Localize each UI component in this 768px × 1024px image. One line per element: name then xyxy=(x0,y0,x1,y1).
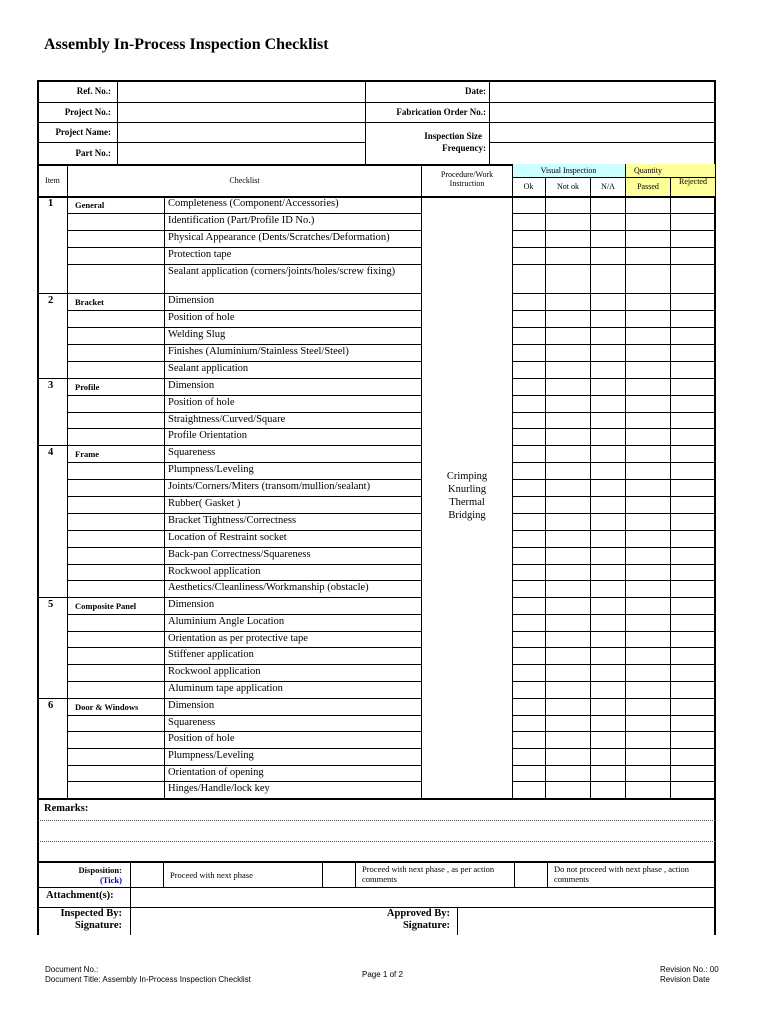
ok-checkbox[interactable] xyxy=(513,294,545,310)
rejected-qty-field[interactable] xyxy=(671,716,715,731)
item-number: 5 xyxy=(48,599,54,610)
passed-qty-field[interactable] xyxy=(626,265,670,293)
ok-checkbox[interactable] xyxy=(513,379,545,395)
checklist-item: Squareness xyxy=(168,447,216,458)
rejected-qty-field[interactable] xyxy=(671,732,715,748)
ok-checkbox[interactable] xyxy=(513,732,545,748)
na-checkbox[interactable] xyxy=(591,248,625,264)
disposition-option-proceed-with-comments: Proceed with next phase , as per action comments xyxy=(362,864,495,884)
fabrication-order-label: Fabrication Order No.: xyxy=(396,107,486,117)
ok-checkbox[interactable] xyxy=(513,497,545,513)
checklist-item: Plumpness/Leveling xyxy=(168,464,254,475)
na-checkbox[interactable] xyxy=(591,632,625,647)
ok-checkbox[interactable] xyxy=(513,480,545,496)
checklist-item: Protection tape xyxy=(168,249,232,260)
checklist-item: Location of Restraint socket xyxy=(168,532,287,543)
ref-no-field[interactable] xyxy=(118,81,364,101)
passed-qty-field[interactable] xyxy=(626,429,670,445)
disposition-tick-proceed[interactable] xyxy=(131,862,162,886)
footer-revision-no: Revision No.: 00 xyxy=(660,965,719,974)
na-checkbox[interactable] xyxy=(591,749,625,765)
na-checkbox[interactable] xyxy=(591,581,625,597)
ok-checkbox[interactable] xyxy=(513,615,545,631)
checklist-item: Finishes (Aluminium/Stainless Steel/Steel) xyxy=(168,346,349,357)
na-checkbox[interactable] xyxy=(591,732,625,748)
category-label: General xyxy=(75,200,105,210)
col-checklist: Checklist xyxy=(229,176,260,185)
rejected-qty-field[interactable] xyxy=(671,699,715,715)
not-ok-checkbox[interactable] xyxy=(546,682,590,698)
ok-checkbox[interactable] xyxy=(513,716,545,731)
not-ok-checkbox[interactable] xyxy=(546,248,590,264)
passed-qty-field[interactable] xyxy=(626,565,670,580)
passed-qty-field[interactable] xyxy=(626,345,670,361)
na-checkbox[interactable] xyxy=(591,531,625,547)
ok-checkbox[interactable] xyxy=(513,328,545,344)
na-checkbox[interactable] xyxy=(591,265,625,293)
passed-qty-field[interactable] xyxy=(626,328,670,344)
checklist-item: Aesthetics/Cleanliness/Workmanship (obstacle) xyxy=(168,582,369,593)
not-ok-checkbox[interactable] xyxy=(546,766,590,781)
not-ok-checkbox[interactable] xyxy=(546,732,590,748)
na-checkbox[interactable] xyxy=(591,615,625,631)
ok-checkbox[interactable] xyxy=(513,581,545,597)
item-number: 4 xyxy=(48,447,54,458)
passed-qty-field[interactable] xyxy=(626,497,670,513)
not-ok-checkbox[interactable] xyxy=(546,396,590,412)
ok-checkbox[interactable] xyxy=(513,429,545,445)
na-checkbox[interactable] xyxy=(591,766,625,781)
frequency-label: Frequency: xyxy=(442,143,486,153)
col-item: Item xyxy=(45,176,60,185)
passed-qty-field[interactable] xyxy=(626,362,670,378)
ref-no-label: Ref. No.: xyxy=(76,86,111,96)
rejected-qty-field[interactable] xyxy=(671,648,715,664)
na-checkbox[interactable] xyxy=(591,413,625,428)
date-field[interactable] xyxy=(490,81,715,101)
not-ok-checkbox[interactable] xyxy=(546,328,590,344)
na-checkbox[interactable] xyxy=(591,598,625,614)
part-no-label: Part No.: xyxy=(75,148,111,158)
na-checkbox[interactable] xyxy=(591,548,625,564)
ok-checkbox[interactable] xyxy=(513,396,545,412)
not-ok-checkbox[interactable] xyxy=(546,379,590,395)
ok-checkbox[interactable] xyxy=(513,699,545,715)
na-checkbox[interactable] xyxy=(591,782,625,798)
ok-checkbox[interactable] xyxy=(513,565,545,580)
page-title: Assembly In-Process Inspection Checklist xyxy=(44,36,329,53)
checklist-item: Position of hole xyxy=(168,733,235,744)
na-checkbox[interactable] xyxy=(591,379,625,395)
passed-qty-field[interactable] xyxy=(626,732,670,748)
ok-checkbox[interactable] xyxy=(513,531,545,547)
passed-qty-field[interactable] xyxy=(626,749,670,765)
rejected-qty-field[interactable] xyxy=(671,446,715,462)
na-checkbox[interactable] xyxy=(591,328,625,344)
passed-qty-field[interactable] xyxy=(626,665,670,681)
passed-qty-field[interactable] xyxy=(626,396,670,412)
na-checkbox[interactable] xyxy=(591,197,625,213)
na-checkbox[interactable] xyxy=(591,396,625,412)
na-checkbox[interactable] xyxy=(591,345,625,361)
rejected-qty-field[interactable] xyxy=(671,480,715,496)
attachments-field[interactable] xyxy=(131,888,715,906)
col-not-ok: Not ok xyxy=(557,182,579,191)
passed-qty-field[interactable] xyxy=(626,531,670,547)
procedure-cell xyxy=(422,196,512,798)
checklist-item: Dimension xyxy=(168,295,215,306)
rejected-qty-field[interactable] xyxy=(671,497,715,513)
not-ok-checkbox[interactable] xyxy=(546,214,590,230)
not-ok-checkbox[interactable] xyxy=(546,548,590,564)
not-ok-checkbox[interactable] xyxy=(546,345,590,361)
not-ok-checkbox[interactable] xyxy=(546,581,590,597)
item-number: 6 xyxy=(48,700,54,711)
not-ok-checkbox[interactable] xyxy=(546,362,590,378)
checklist-item: Orientation as per protective tape xyxy=(168,633,308,644)
ok-checkbox[interactable] xyxy=(513,265,545,293)
category-label: Bracket xyxy=(75,297,104,307)
rejected-qty-field[interactable] xyxy=(671,682,715,698)
checklist-item: Sealant application xyxy=(168,363,249,374)
disposition-option-proceed: Proceed with next phase xyxy=(170,870,253,880)
checklist-item: Hinges/Handle/lock key xyxy=(168,783,270,794)
na-checkbox[interactable] xyxy=(591,716,625,731)
not-ok-checkbox[interactable] xyxy=(546,446,590,462)
project-no-field[interactable] xyxy=(118,103,364,121)
na-checkbox[interactable] xyxy=(591,565,625,580)
passed-qty-field[interactable] xyxy=(626,581,670,597)
ok-checkbox[interactable] xyxy=(513,311,545,327)
na-checkbox[interactable] xyxy=(591,497,625,513)
inspected-signature-label: Signature: xyxy=(74,920,122,931)
project-name-field[interactable] xyxy=(118,123,364,141)
rejected-qty-field[interactable] xyxy=(671,311,715,327)
attachments-label: Attachment(s): xyxy=(46,890,114,901)
checklist-item: Rubber( Gasket ) xyxy=(168,498,241,509)
passed-qty-field[interactable] xyxy=(626,214,670,230)
ok-checkbox[interactable] xyxy=(513,782,545,798)
col-visual-inspection: Visual Inspection xyxy=(540,166,597,175)
checklist-item: Dimension xyxy=(168,599,215,610)
rejected-qty-field[interactable] xyxy=(671,328,715,344)
category-label: Frame xyxy=(75,449,100,459)
checklist-item: Welding Slug xyxy=(168,329,226,340)
checklist-item: Physical Appearance (Dents/Scratches/Deformation) xyxy=(168,232,390,243)
checklist-item: Position of hole xyxy=(168,397,235,408)
checklist-item: Orientation of opening xyxy=(168,767,264,778)
passed-qty-field[interactable] xyxy=(626,463,670,479)
checklist-item: Dimension xyxy=(168,380,215,391)
passed-qty-field[interactable] xyxy=(626,682,670,698)
passed-qty-field[interactable] xyxy=(626,294,670,310)
passed-qty-field[interactable] xyxy=(626,379,670,395)
ok-checkbox[interactable] xyxy=(513,665,545,681)
rejected-qty-field[interactable] xyxy=(671,294,715,310)
disposition-tick-proceed-with-comments[interactable] xyxy=(323,862,354,886)
not-ok-checkbox[interactable] xyxy=(546,514,590,530)
passed-qty-field[interactable] xyxy=(626,598,670,614)
not-ok-checkbox[interactable] xyxy=(546,497,590,513)
inspection-size-label: Inspection Size xyxy=(424,131,482,141)
checklist-item: Plumpness/Leveling xyxy=(168,750,254,761)
ok-checkbox[interactable] xyxy=(513,214,545,230)
ok-checkbox[interactable] xyxy=(513,598,545,614)
ok-checkbox[interactable] xyxy=(513,514,545,530)
na-checkbox[interactable] xyxy=(591,231,625,247)
footer-document-title: Document Title: Assembly In-Process Inspection Checklist xyxy=(45,975,251,984)
col-ok: Ok xyxy=(523,182,534,191)
disposition-tick-do-not-proceed[interactable] xyxy=(515,862,546,886)
ok-checkbox[interactable] xyxy=(513,682,545,698)
na-checkbox[interactable] xyxy=(591,311,625,327)
na-checkbox[interactable] xyxy=(591,665,625,681)
not-ok-checkbox[interactable] xyxy=(546,699,590,715)
ok-checkbox[interactable] xyxy=(513,248,545,264)
project-name-label: Project Name: xyxy=(55,127,111,137)
disposition-label: Disposition: xyxy=(78,865,122,875)
rejected-qty-field[interactable] xyxy=(671,531,715,547)
rejected-qty-field[interactable] xyxy=(671,231,715,247)
rejected-qty-field[interactable] xyxy=(671,429,715,445)
not-ok-checkbox[interactable] xyxy=(546,531,590,547)
rejected-qty-field[interactable] xyxy=(671,665,715,681)
rejected-qty-field[interactable] xyxy=(671,766,715,781)
item-number: 2 xyxy=(48,295,54,306)
passed-qty-field[interactable] xyxy=(626,197,670,213)
rejected-qty-field[interactable] xyxy=(671,197,715,213)
ok-checkbox[interactable] xyxy=(513,413,545,428)
passed-qty-field[interactable] xyxy=(626,632,670,647)
not-ok-checkbox[interactable] xyxy=(546,632,590,647)
col-passed: Passed xyxy=(637,182,659,191)
passed-qty-field[interactable] xyxy=(626,514,670,530)
checklist-item: Rockwool application xyxy=(168,666,261,677)
remarks-label: Remarks: xyxy=(44,803,89,814)
rejected-qty-field[interactable] xyxy=(671,396,715,412)
na-checkbox[interactable] xyxy=(591,480,625,496)
inspection-size-field[interactable] xyxy=(490,123,715,163)
checklist-item: Straightness/Curved/Square xyxy=(168,414,286,425)
ok-checkbox[interactable] xyxy=(513,231,545,247)
not-ok-checkbox[interactable] xyxy=(546,231,590,247)
checklist-item: Stiffener application xyxy=(168,649,254,660)
rejected-qty-field[interactable] xyxy=(671,413,715,428)
not-ok-checkbox[interactable] xyxy=(546,197,590,213)
passed-qty-field[interactable] xyxy=(626,648,670,664)
na-checkbox[interactable] xyxy=(591,446,625,462)
rejected-qty-field[interactable] xyxy=(671,548,715,564)
not-ok-checkbox[interactable] xyxy=(546,665,590,681)
checklist-item: Sealant application (corners/joints/holes/screw fixing) xyxy=(168,266,396,277)
checklist-item: Back-pan Correctness/Squareness xyxy=(168,549,311,560)
not-ok-checkbox[interactable] xyxy=(546,716,590,731)
ok-checkbox[interactable] xyxy=(513,197,545,213)
not-ok-checkbox[interactable] xyxy=(546,565,590,580)
approved-signature-label: Signature: xyxy=(402,920,450,931)
rejected-qty-field[interactable] xyxy=(671,782,715,798)
na-checkbox[interactable] xyxy=(591,429,625,445)
not-ok-checkbox[interactable] xyxy=(546,782,590,798)
passed-qty-field[interactable] xyxy=(626,548,670,564)
rejected-qty-field[interactable] xyxy=(671,214,715,230)
footer-page-number: Page 1 of 2 xyxy=(362,970,403,979)
checklist-item: Squareness xyxy=(168,717,216,728)
category-label: Composite Panel xyxy=(75,601,137,611)
passed-qty-field[interactable] xyxy=(626,311,670,327)
passed-qty-field[interactable] xyxy=(626,766,670,781)
not-ok-checkbox[interactable] xyxy=(546,615,590,631)
checklist-item: Joints/Corners/Miters (transom/mullion/sealant) xyxy=(168,481,371,492)
footer-revision-date: Revision Date xyxy=(660,975,710,984)
not-ok-checkbox[interactable] xyxy=(546,749,590,765)
item-number: 1 xyxy=(48,198,54,209)
col-quantity: Quantity xyxy=(634,166,662,175)
disposition-option-do-not-proceed: Do not proceed with next phase , action comments xyxy=(554,864,690,884)
rejected-qty-field[interactable] xyxy=(671,379,715,395)
col-na: N/A xyxy=(601,182,615,191)
not-ok-checkbox[interactable] xyxy=(546,413,590,428)
ok-checkbox[interactable] xyxy=(513,362,545,378)
rejected-qty-field[interactable] xyxy=(671,463,715,479)
inspected-by-label: Inspected By: xyxy=(60,908,122,919)
rejected-qty-field[interactable] xyxy=(671,749,715,765)
not-ok-checkbox[interactable] xyxy=(546,294,590,310)
passed-qty-field[interactable] xyxy=(626,716,670,731)
passed-qty-field[interactable] xyxy=(626,699,670,715)
checklist-item: Aluminium Angle Location xyxy=(168,616,285,627)
rejected-qty-field[interactable] xyxy=(671,598,715,614)
na-checkbox[interactable] xyxy=(591,648,625,664)
part-no-field[interactable] xyxy=(118,143,364,163)
not-ok-checkbox[interactable] xyxy=(546,480,590,496)
ok-checkbox[interactable] xyxy=(513,749,545,765)
passed-qty-field[interactable] xyxy=(626,413,670,428)
checklist-item: Dimension xyxy=(168,700,215,711)
inspected-by-field[interactable] xyxy=(131,908,341,934)
rejected-qty-field[interactable] xyxy=(671,632,715,647)
ok-checkbox[interactable] xyxy=(513,632,545,647)
na-checkbox[interactable] xyxy=(591,294,625,310)
checklist-item: Completeness (Component/Accessories) xyxy=(168,198,339,209)
ok-checkbox[interactable] xyxy=(513,766,545,781)
na-checkbox[interactable] xyxy=(591,682,625,698)
remarks-field[interactable] xyxy=(38,821,715,859)
passed-qty-field[interactable] xyxy=(626,248,670,264)
category-label: Profile xyxy=(75,382,100,392)
ok-checkbox[interactable] xyxy=(513,648,545,664)
item-number: 3 xyxy=(48,380,54,391)
rejected-qty-field[interactable] xyxy=(671,565,715,580)
checklist-item: Profile Orientation xyxy=(168,430,248,441)
passed-qty-field[interactable] xyxy=(626,446,670,462)
not-ok-checkbox[interactable] xyxy=(546,463,590,479)
procedure-text: Crimping Knurling Thermal Bridging xyxy=(446,471,488,521)
fabrication-order-field[interactable] xyxy=(490,103,715,121)
rejected-qty-field[interactable] xyxy=(671,248,715,264)
col-procedure: Procedure/Work Instruction xyxy=(440,170,494,188)
na-checkbox[interactable] xyxy=(591,463,625,479)
ok-checkbox[interactable] xyxy=(513,548,545,564)
category-label: Door & Windows xyxy=(75,702,139,712)
footer-document-no: Document No.: xyxy=(45,965,99,974)
checklist-item: Position of hole xyxy=(168,312,235,323)
project-no-label: Project No.: xyxy=(64,107,111,117)
ok-checkbox[interactable] xyxy=(513,446,545,462)
na-checkbox[interactable] xyxy=(591,362,625,378)
col-rejected: Rejected xyxy=(679,177,707,186)
approved-by-field[interactable] xyxy=(458,908,715,934)
checklist-item: Aluminum tape application xyxy=(168,683,283,694)
passed-qty-field[interactable] xyxy=(626,782,670,798)
not-ok-checkbox[interactable] xyxy=(546,648,590,664)
checklist-item: Identification (Part/Profile ID No.) xyxy=(168,215,315,226)
tick-hint: (Tick) xyxy=(99,875,122,885)
na-checkbox[interactable] xyxy=(591,214,625,230)
passed-qty-field[interactable] xyxy=(626,231,670,247)
ok-checkbox[interactable] xyxy=(513,345,545,361)
checklist-item: Rockwool application xyxy=(168,566,261,577)
not-ok-checkbox[interactable] xyxy=(546,429,590,445)
date-label: Date: xyxy=(465,86,486,96)
checklist-item: Bracket Tightness/Correctness xyxy=(168,515,297,526)
na-checkbox[interactable] xyxy=(591,514,625,530)
not-ok-checkbox[interactable] xyxy=(546,265,590,293)
not-ok-checkbox[interactable] xyxy=(546,311,590,327)
rejected-qty-field[interactable] xyxy=(671,581,715,597)
not-ok-checkbox[interactable] xyxy=(546,598,590,614)
rejected-qty-field[interactable] xyxy=(671,514,715,530)
rejected-qty-field[interactable] xyxy=(671,615,715,631)
na-checkbox[interactable] xyxy=(591,699,625,715)
ok-checkbox[interactable] xyxy=(513,463,545,479)
passed-qty-field[interactable] xyxy=(626,480,670,496)
rejected-qty-field[interactable] xyxy=(671,362,715,378)
rejected-qty-field[interactable] xyxy=(671,345,715,361)
passed-qty-field[interactable] xyxy=(626,615,670,631)
approved-by-label: Approved By: xyxy=(386,908,450,919)
rejected-qty-field[interactable] xyxy=(671,265,715,293)
